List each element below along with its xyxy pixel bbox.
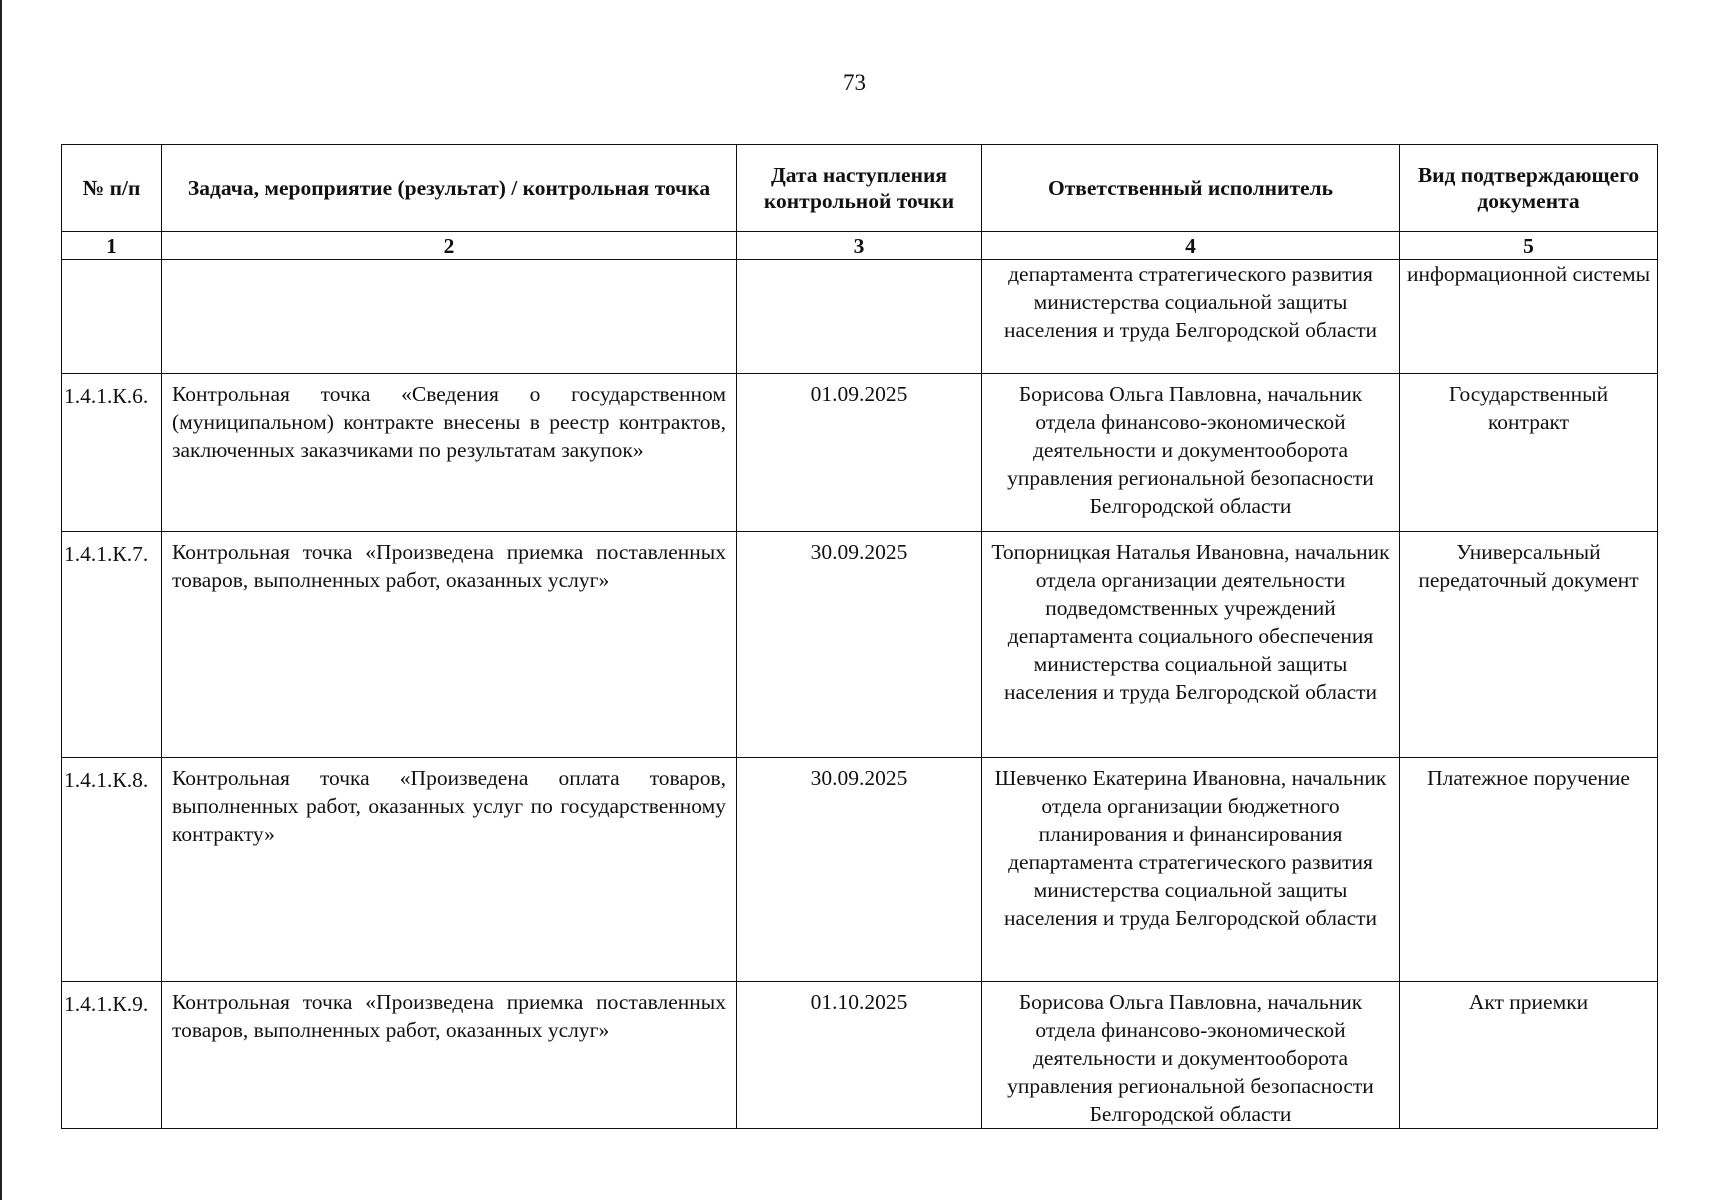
left-scan-edge — [0, 0, 2, 1200]
column-number: 3 — [737, 232, 982, 260]
header-document: Вид подтверждающего документа — [1400, 145, 1658, 232]
row-document: Платежное поручение — [1400, 758, 1658, 982]
row-date: 30.09.2025 — [737, 532, 982, 758]
row-number: 1.4.1.К.9. — [62, 982, 162, 1129]
row-document: Акт приемки — [1400, 982, 1658, 1129]
table-row — [62, 982, 1658, 1129]
header-number: № п/п — [62, 145, 162, 232]
row-document: Государственный контракт — [1400, 374, 1658, 532]
row-number: 1.4.1.К.6. — [62, 374, 162, 532]
row-task: Контрольная точка «Произведена оплата товаров, выполненных работ, оказанных услуг по государственному контракту» — [162, 758, 737, 982]
table-row — [62, 260, 1658, 374]
row-number: 1.4.1.К.7. — [62, 532, 162, 758]
row-task — [162, 260, 737, 374]
row-date — [737, 260, 982, 374]
row-responsible: Борисова Ольга Павловна, начальник отдела финансово-экономической деятельности и документооборота управления региональной безопасности Белгородской области — [982, 982, 1400, 1129]
row-document: Универсальный передаточный документ — [1400, 532, 1658, 758]
table-row — [62, 374, 1658, 532]
row-responsible: департамента стратегического развития министерства социальной защиты населения и труда Белгородской области — [982, 260, 1400, 374]
row-date: 01.10.2025 — [737, 982, 982, 1129]
row-responsible: Топорницкая Наталья Ивановна, начальник отдела организации деятельности подведомственных учреждений департамента социального обеспечения министерства социальной защиты населения и труда Белгородской области — [982, 532, 1400, 758]
table-row — [62, 758, 1658, 982]
row-task: Контрольная точка «Сведения о государственном (муниципальном) контракте внесены в реестр контрактов, заключенных заказчиками по результатам закупок» — [162, 374, 737, 532]
page-number: 73 — [843, 70, 866, 95]
row-date: 01.09.2025 — [737, 374, 982, 532]
column-number: 4 — [982, 232, 1400, 260]
row-date: 30.09.2025 — [737, 758, 982, 982]
row-number — [62, 260, 162, 374]
row-document: информационной системы — [1400, 260, 1658, 374]
row-number: 1.4.1.К.8. — [62, 758, 162, 982]
row-responsible: Шевченко Екатерина Ивановна, начальник отдела организации бюджетного планирования и финансирования департамента стратегического развития министерства социальной защиты населения и труда Белгородской области — [982, 758, 1400, 982]
column-number: 5 — [1400, 232, 1658, 260]
header-responsible: Ответственный исполнитель — [982, 145, 1400, 232]
header-date: Дата наступления контрольной точки — [737, 145, 982, 232]
row-task: Контрольная точка «Произведена приемка поставленных товаров, выполненных работ, оказанных услуг» — [162, 532, 737, 758]
row-responsible: Борисова Ольга Павловна, начальник отдела финансово-экономической деятельности и документооборота управления региональной безопасности Белгородской области — [982, 374, 1400, 532]
table-row — [62, 532, 1658, 758]
column-number: 2 — [162, 232, 737, 260]
column-number: 1 — [62, 232, 162, 260]
header-row — [62, 145, 1658, 232]
column-numbers-row — [62, 232, 1658, 260]
header-task: Задача, мероприятие (результат) / контрольная точка — [162, 145, 737, 232]
control-points-table — [61, 144, 1658, 1129]
row-task: Контрольная точка «Произведена приемка поставленных товаров, выполненных работ, оказанных услуг» — [162, 982, 737, 1129]
